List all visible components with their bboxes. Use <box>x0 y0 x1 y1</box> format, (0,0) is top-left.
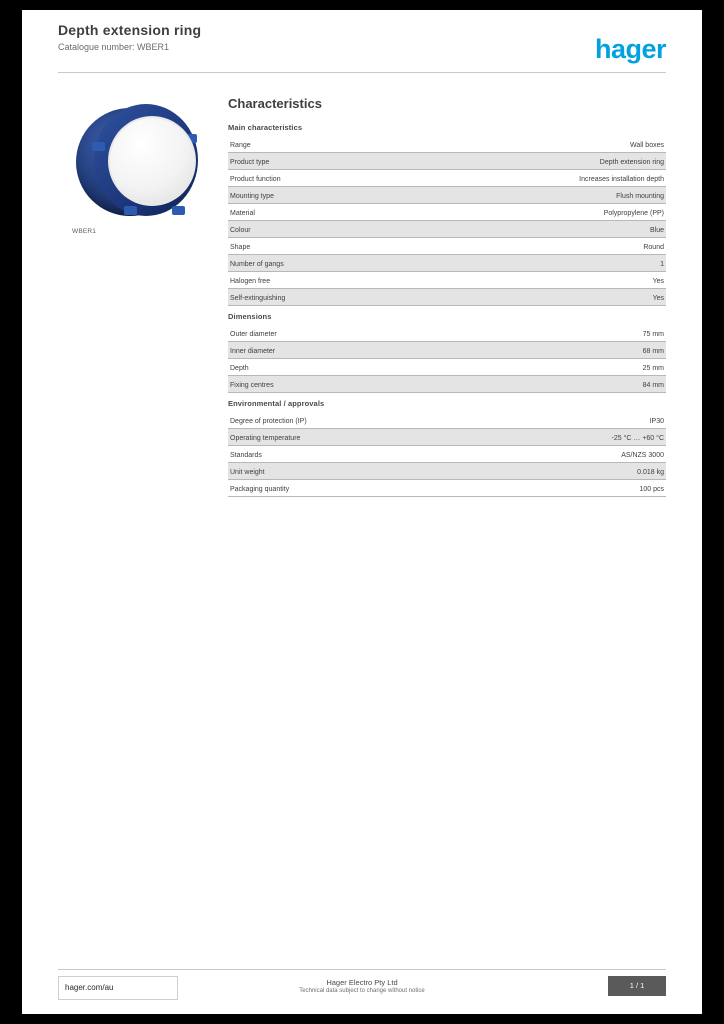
spec-key: Standards <box>230 452 262 459</box>
spec-key: Packaging quantity <box>230 486 290 493</box>
spec-row <box>228 463 666 480</box>
spec-row <box>228 136 666 153</box>
spec-value: 84 mm <box>642 382 664 389</box>
spec-value: 0.018 kg <box>637 469 664 476</box>
spec-key: Colour <box>230 227 251 234</box>
spec-value: 1 <box>660 261 664 268</box>
spec-value: 25 mm <box>642 365 664 372</box>
document-page <box>22 10 702 1014</box>
spec-group-title: Dimensions <box>228 312 272 321</box>
spec-row <box>228 272 666 289</box>
spec-value: -25 °C … +60 °C <box>611 435 664 442</box>
spec-key: Halogen free <box>230 278 271 285</box>
spec-row <box>228 480 666 497</box>
spec-value: Polypropylene (PP) <box>603 210 664 217</box>
spec-key: Product function <box>230 176 281 183</box>
specifications-title: Characteristics <box>228 96 322 111</box>
spec-key: Product type <box>230 159 270 166</box>
mounting-tab-icon <box>124 206 137 215</box>
spec-row <box>228 429 666 446</box>
spec-key: Unit weight <box>230 469 265 476</box>
spec-row <box>228 325 666 342</box>
spec-key: Range <box>230 142 251 149</box>
spec-key: Self-extinguishing <box>230 295 286 302</box>
spec-row <box>228 204 666 221</box>
document-header <box>58 18 666 66</box>
spec-group-title: Environmental / approvals <box>228 399 325 408</box>
footer-url-link[interactable]: hager.com/au <box>65 983 114 992</box>
spec-key: Shape <box>230 244 251 251</box>
spec-row <box>228 359 666 376</box>
spec-value: IP30 <box>649 418 664 425</box>
spec-value: Yes <box>652 278 664 285</box>
spec-row <box>228 238 666 255</box>
spec-value: Round <box>643 244 664 251</box>
product-image <box>68 94 200 226</box>
footer-divider <box>58 969 666 970</box>
mounting-tab-icon <box>92 142 105 151</box>
spec-value: AS/NZS 3000 <box>621 452 664 459</box>
product-caption: WBER1 <box>72 228 97 235</box>
specifications-section <box>228 96 666 497</box>
footer-page-number: 1 / 1 <box>608 976 666 996</box>
spec-row <box>228 376 666 393</box>
header-divider <box>58 72 666 73</box>
footer-company: Hager Electro Pty Ltd <box>326 978 398 987</box>
spec-value: Flush mounting <box>616 193 664 200</box>
spec-value: 68 mm <box>642 348 664 355</box>
spec-key: Inner diameter <box>230 348 276 355</box>
spec-key: Outer diameter <box>230 331 277 338</box>
spec-value: Blue <box>649 227 664 234</box>
spec-row <box>228 255 666 272</box>
footer-disclaimer: Technical data subject to change without notice <box>299 988 425 994</box>
spec-row <box>228 412 666 429</box>
spec-row <box>228 170 666 187</box>
spec-value: Increases installation depth <box>579 176 664 183</box>
spec-row <box>228 289 666 306</box>
spec-row <box>228 342 666 359</box>
spec-value: Wall boxes <box>630 142 664 149</box>
mounting-tab-icon <box>172 206 185 215</box>
spec-key: Operating temperature <box>230 435 301 442</box>
spec-key: Material <box>230 210 255 217</box>
page-title: Depth extension ring <box>58 22 202 38</box>
spec-value: Yes <box>652 295 664 302</box>
spec-value: 75 mm <box>642 331 664 338</box>
spec-row <box>228 187 666 204</box>
spec-row <box>228 221 666 238</box>
hager-logo: hager <box>594 34 666 64</box>
spec-row <box>228 446 666 463</box>
spec-value: 100 pcs <box>639 486 664 493</box>
spec-group-title: Main characteristics <box>228 123 303 132</box>
spec-key: Number of gangs <box>230 261 284 268</box>
specifications-table <box>228 123 666 497</box>
page-subtitle: Catalogue number: WBER1 <box>58 42 170 52</box>
spec-row <box>228 153 666 170</box>
product-figure <box>60 88 208 238</box>
spec-key: Depth <box>230 365 249 372</box>
spec-key: Fixing centres <box>230 382 274 389</box>
extension-ring-face <box>108 116 196 206</box>
document-footer <box>58 974 666 1004</box>
spec-value: Depth extension ring <box>599 159 664 166</box>
spec-key: Degree of protection (IP) <box>230 418 307 425</box>
spec-key: Mounting type <box>230 193 274 200</box>
